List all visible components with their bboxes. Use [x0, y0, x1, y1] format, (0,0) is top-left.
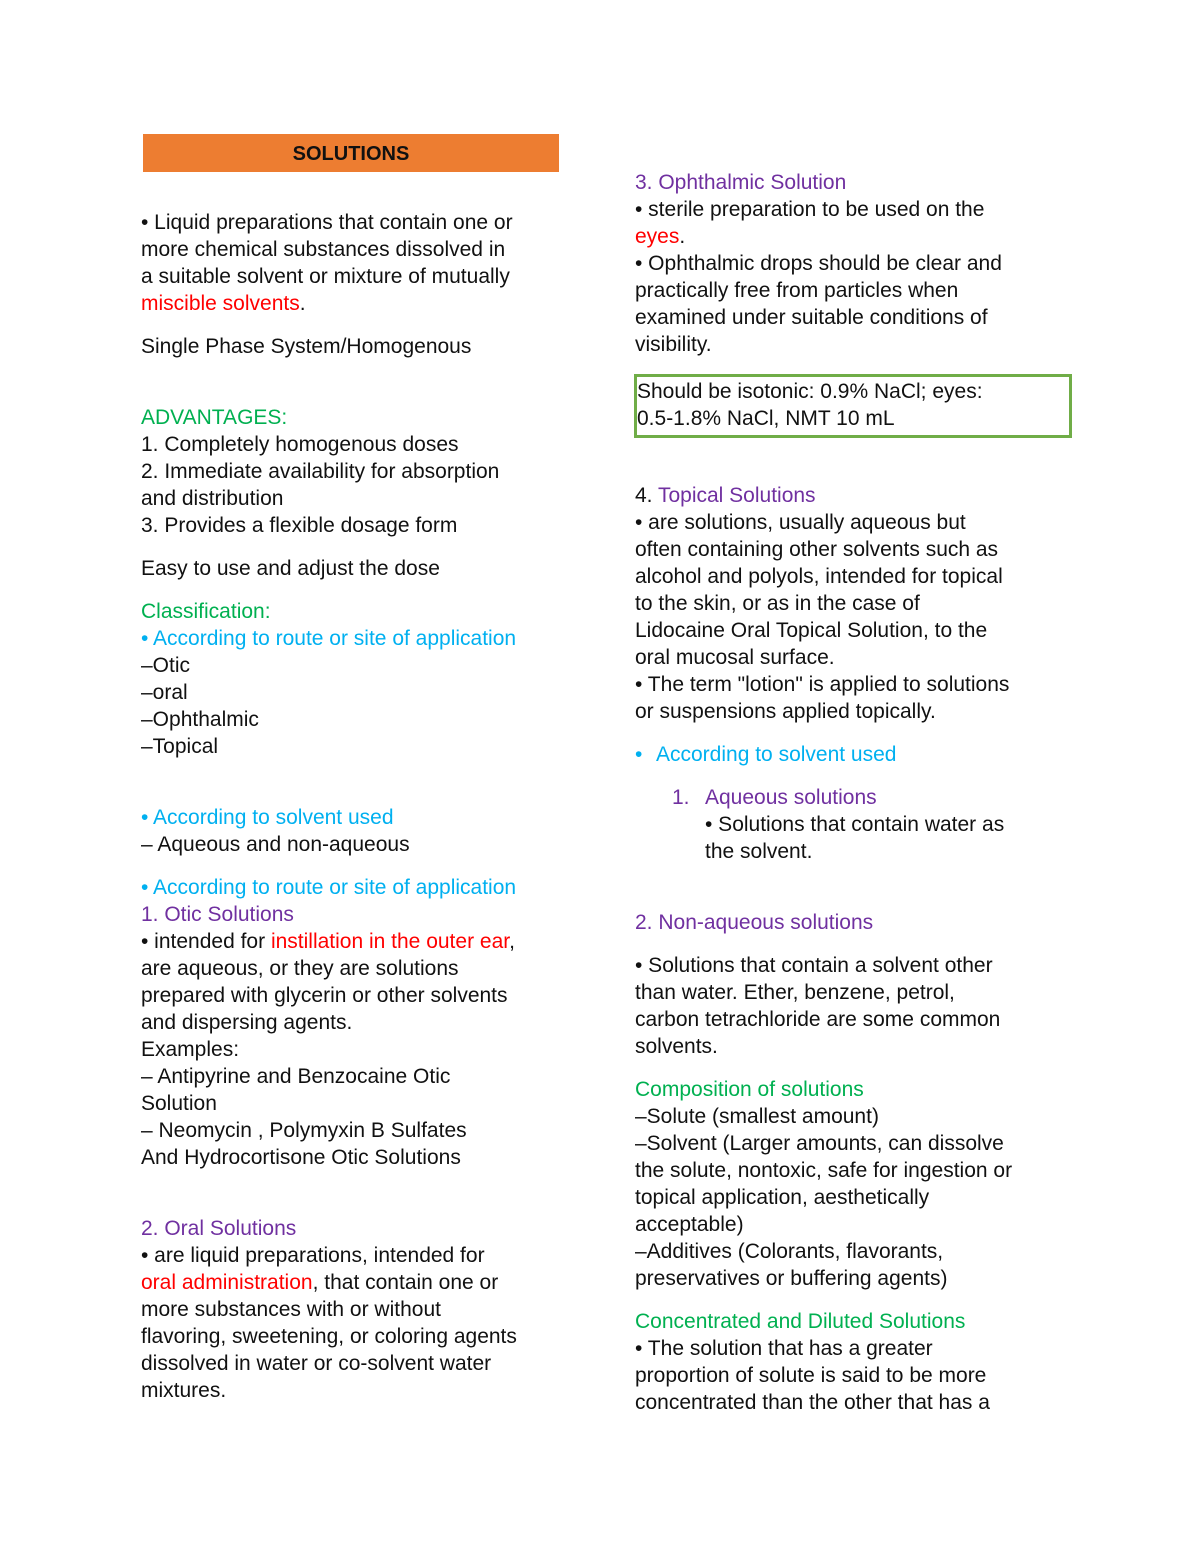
otic-line [141, 928, 581, 955]
otic-line: prepared with glycerin or other solvents [141, 984, 508, 1007]
concentrated-line: proportion of solute is said to be more [635, 1364, 987, 1387]
aqueous-heading [635, 784, 1085, 811]
instillation-highlight: instillation in the outer ear [270, 930, 510, 953]
aqueous-heading-text: Aqueous solutions [705, 786, 877, 809]
composition-line: acceptable) [635, 1213, 744, 1236]
topical-line: to the skin, or as in the case of [635, 592, 920, 615]
otic-line: – Neomycin , Polymyxin B Sulfates [141, 1119, 467, 1142]
otic-section [141, 901, 581, 1171]
topical-heading-text: Topical Solutions [657, 484, 816, 507]
intro-line: • Liquid preparations that contain one or [141, 211, 513, 234]
advantages-section [141, 404, 581, 539]
title-banner: SOLUTIONS [143, 134, 559, 172]
single-phase-text: Single Phase System/Homogenous [141, 335, 472, 358]
intro-paragraph [141, 209, 581, 317]
ophthalmic-period: . [679, 225, 686, 248]
ophthalmic-line: practically free from particles when [635, 279, 959, 302]
nonaqueous-line: solvents. [635, 1035, 718, 1058]
advantage-item: 3. Provides a flexible dosage form [141, 514, 458, 537]
otic-line: – Antipyrine and Benzocaine Otic [141, 1065, 451, 1088]
ophthalmic-line: • Ophthalmic drops should be clear and [635, 252, 1002, 275]
concentrated-line: • The solution that has a greater [635, 1337, 933, 1360]
route-item: –Topical [141, 735, 219, 758]
ophthalmic-line: • sterile preparation to be used on the [635, 198, 985, 221]
concentrated-heading: Concentrated and Diluted Solutions [635, 1310, 966, 1333]
otic-line: and dispersing agents. [141, 1011, 353, 1034]
solvent-section-heading-text: According to solvent used [656, 743, 897, 766]
isotonic-note-line: 0.5-1.8% NaCl, NMT 10 mL [637, 407, 895, 430]
oral-line: dissolved in water or co-solvent water [141, 1352, 492, 1375]
topical-line: oral mucosal surface. [635, 646, 835, 669]
composition-heading: Composition of solutions [635, 1078, 864, 1101]
nonaqueous-line: • Solutions that contain a solvent other [635, 954, 993, 977]
route-item: –Otic [141, 654, 191, 677]
otic-line: And Hydrocortisone Otic Solutions [141, 1146, 461, 1169]
composition-section [635, 1076, 1085, 1292]
oral-line: mixtures. [141, 1379, 227, 1402]
right-column [635, 169, 1085, 1416]
eyes-highlight: eyes [635, 225, 680, 248]
intro-line: more chemical substances dissolved in [141, 238, 506, 261]
intro-period: . [299, 292, 306, 315]
topical-line: Lidocaine Oral Topical Solution, to the [635, 619, 988, 642]
otic-line: Solution [141, 1092, 217, 1115]
topical-line: • are solutions, usually aqueous but [635, 511, 966, 534]
oral-administration-highlight: oral administration [141, 1271, 313, 1294]
concentrated-section [635, 1308, 1085, 1416]
oral-text: , that contain one or [312, 1271, 499, 1294]
otic-text: • intended for [141, 930, 271, 953]
route-item: –oral [141, 681, 188, 704]
composition-line: –Additives (Colorants, flavorants, [635, 1240, 944, 1263]
ophthalmic-line [635, 223, 1085, 250]
nonaqueous-heading: 2. Non-aqueous solutions [635, 911, 874, 934]
advantage-item: and distribution [141, 487, 284, 510]
intro-line [141, 290, 581, 317]
composition-line: preservatives or buffering agents) [635, 1267, 948, 1290]
route-heading-2: • According to route or site of application [141, 876, 517, 899]
composition-line: the solute, nontoxic, safe for ingestion or [635, 1159, 1013, 1182]
topical-line: alcohol and polyols, intended for topical [635, 565, 1003, 588]
composition-line: –Solute (smallest amount) [635, 1105, 879, 1128]
route-item: –Ophthalmic [141, 708, 259, 731]
otic-line: Examples: [141, 1038, 240, 1061]
advantage-item: 1. Completely homogenous doses [141, 433, 459, 456]
ophthalmic-line: examined under suitable conditions of [635, 306, 988, 329]
oral-line: • are liquid preparations, intended for [141, 1244, 485, 1267]
aqueous-line: • Solutions that contain water as [705, 813, 1005, 836]
ophthalmic-section [635, 169, 1085, 438]
classification-section [141, 598, 581, 901]
solvent-section [635, 741, 1085, 1060]
oral-line [141, 1269, 581, 1296]
advantage-item: 2. Immediate availability for absorption [141, 460, 500, 483]
topical-section [635, 482, 1085, 725]
composition-line: topical application, aesthetically [635, 1186, 930, 1209]
solvent-sub: – Aqueous and non-aqueous [141, 833, 410, 856]
otic-comma: , [509, 930, 515, 953]
route-heading: • According to route or site of application [141, 627, 517, 650]
otic-line: are aqueous, or they are solutions [141, 957, 459, 980]
ophthalmic-line: visibility. [635, 333, 712, 356]
miscible-solvents-highlight: miscible solvents [141, 292, 300, 315]
isotonic-note-line: Should be isotonic: 0.9% NaCl; eyes: [637, 380, 983, 403]
nonaqueous-line: carbon tetrachloride are some common [635, 1008, 1001, 1031]
topical-number: 4. [635, 484, 658, 507]
oral-line: more substances with or without [141, 1298, 441, 1321]
aqueous-line: the solvent. [705, 840, 813, 863]
classification-heading: Classification: [141, 600, 271, 623]
solvent-heading: • According to solvent used [141, 806, 394, 829]
solvent-bullet: • [635, 743, 643, 766]
aqueous-number: 1. [672, 786, 690, 809]
oral-section [141, 1215, 581, 1404]
concentrated-line: concentrated than the other that has a [635, 1391, 990, 1414]
topical-line: often containing other solvents such as [635, 538, 999, 561]
composition-line: –Solvent (Larger amounts, can dissolve [635, 1132, 1004, 1155]
isotonic-note-box [634, 374, 1072, 438]
otic-heading: 1. Otic Solutions [141, 903, 294, 926]
ophthalmic-heading: 3. Ophthalmic Solution [635, 171, 847, 194]
topical-line: • The term "lotion" is applied to solutions [635, 673, 1010, 696]
left-column [141, 134, 581, 1404]
nonaqueous-line: than water. Ether, benzene, petrol, [635, 981, 955, 1004]
easy-text: Easy to use and adjust the dose [141, 557, 440, 580]
intro-line: a suitable solvent or mixture of mutually [141, 265, 510, 288]
topical-heading [635, 482, 1085, 509]
oral-line: flavoring, sweetening, or coloring agents [141, 1325, 517, 1348]
topical-line: or suspensions applied topically. [635, 700, 936, 723]
solvent-section-heading [635, 741, 1085, 768]
advantages-heading: ADVANTAGES: [141, 406, 288, 429]
oral-heading: 2. Oral Solutions [141, 1217, 297, 1240]
